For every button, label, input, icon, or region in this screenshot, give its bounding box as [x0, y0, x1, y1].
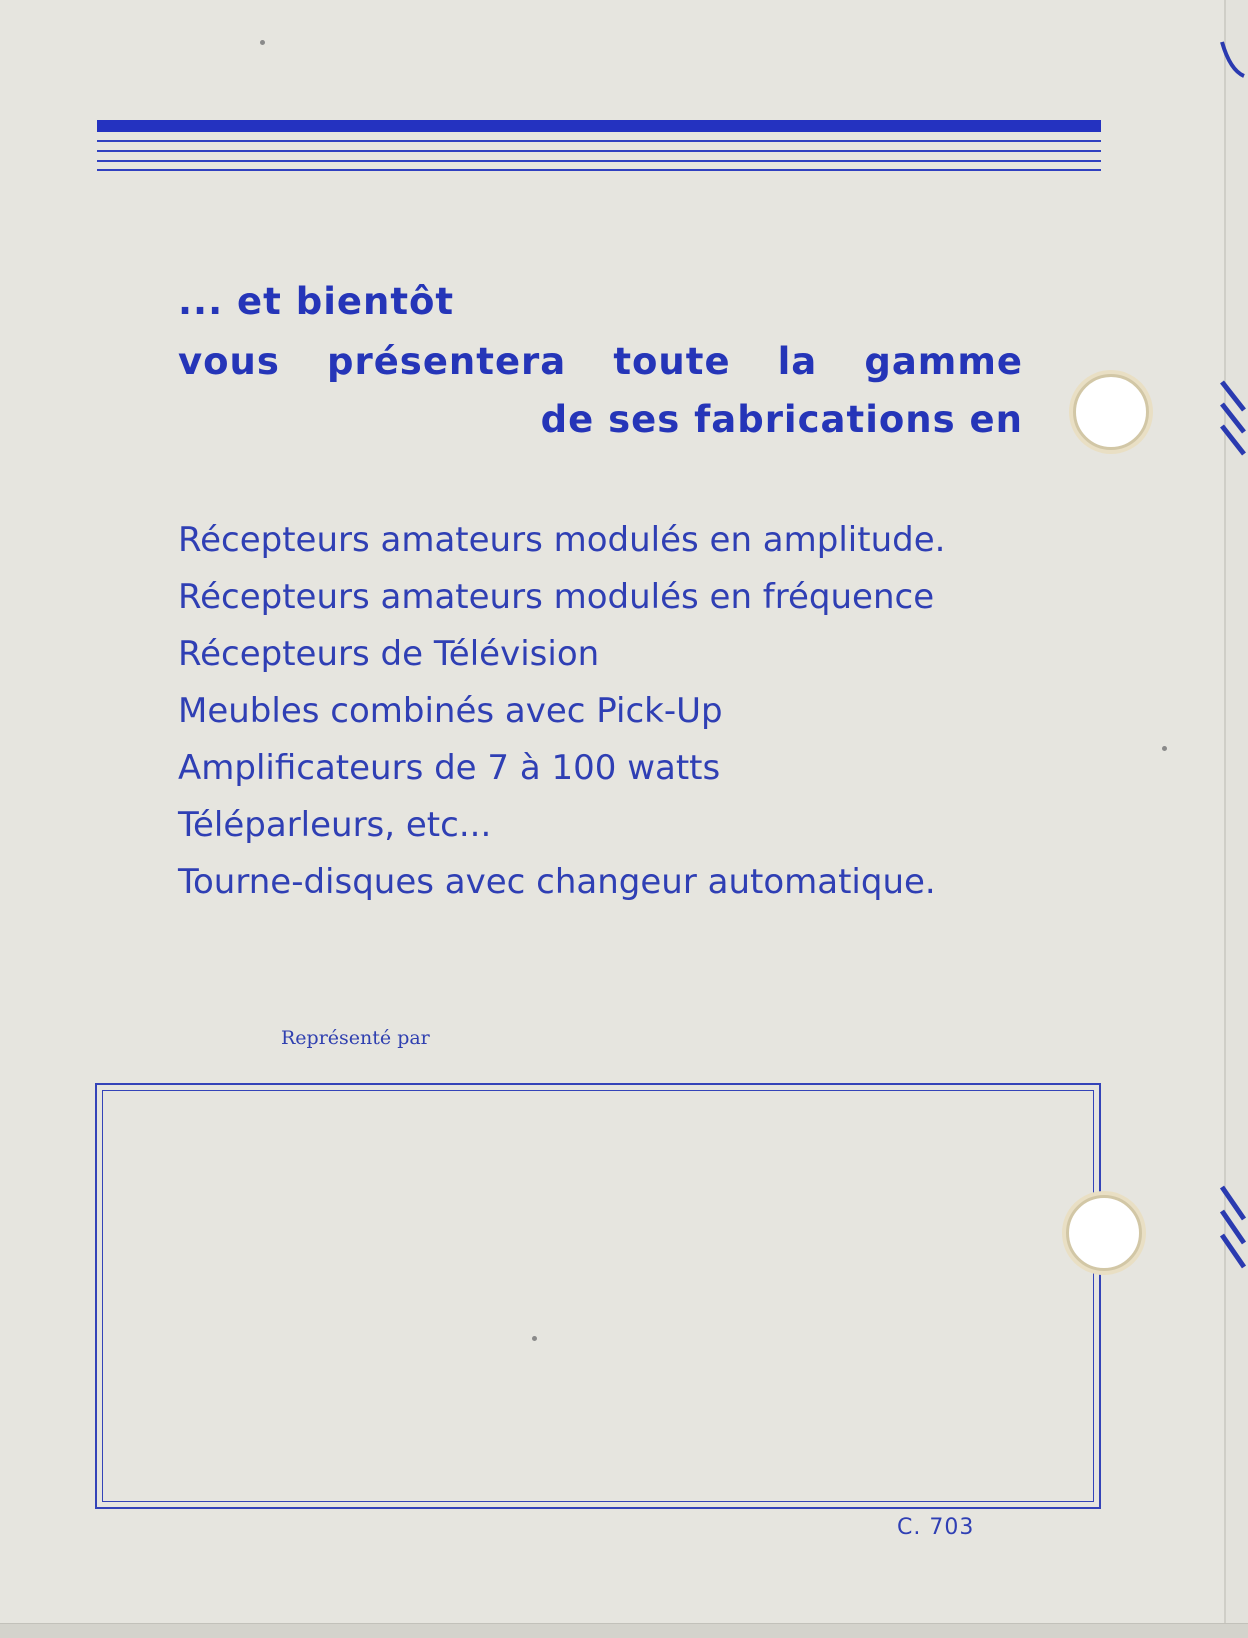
header-rule-thin-4	[97, 169, 1101, 171]
punch-hole-icon	[1073, 374, 1149, 450]
edge-print-mark	[1220, 1185, 1246, 1275]
product-item: Récepteurs de Télévision	[178, 634, 600, 674]
product-item: Meubles combinés avec Pick-Up	[178, 691, 723, 731]
paper-speck	[532, 1336, 537, 1341]
product-item: Amplificateurs de 7 à 100 watts	[178, 748, 721, 788]
paper-speck	[1162, 746, 1167, 751]
represented-by-label: Représenté par	[281, 1027, 430, 1049]
product-item: Téléparleurs, etc...	[178, 805, 492, 845]
header-rule-thin-2	[97, 150, 1101, 152]
product-list	[178, 512, 1038, 911]
representative-box-inner-border	[102, 1090, 1094, 1502]
header-rule-thin-1	[97, 140, 1101, 142]
lower-page-edge	[0, 1623, 1248, 1638]
header-rule-thick	[97, 120, 1101, 132]
product-item: Récepteurs amateurs modulés en fréquence	[178, 577, 935, 617]
intro-line-1: ... et bientôt	[178, 280, 455, 323]
paper-speck	[260, 40, 265, 45]
catalog-code: C. 703	[897, 1515, 975, 1540]
edge-print-mark	[1220, 380, 1246, 460]
intro-line-3: de ses fabrications en	[540, 398, 1023, 441]
representative-box	[95, 1083, 1101, 1509]
punch-hole-icon	[1066, 1195, 1142, 1271]
intro-line-2: vous présentera toute la gamme	[178, 340, 1023, 383]
next-page-edge	[1224, 0, 1248, 1638]
header-rule-thin-3	[97, 160, 1101, 162]
product-item: Tourne-disques avec changeur automatique.	[178, 862, 936, 902]
product-item: Récepteurs amateurs modulés en amplitude.	[178, 520, 946, 560]
edge-print-mark	[1220, 40, 1246, 80]
